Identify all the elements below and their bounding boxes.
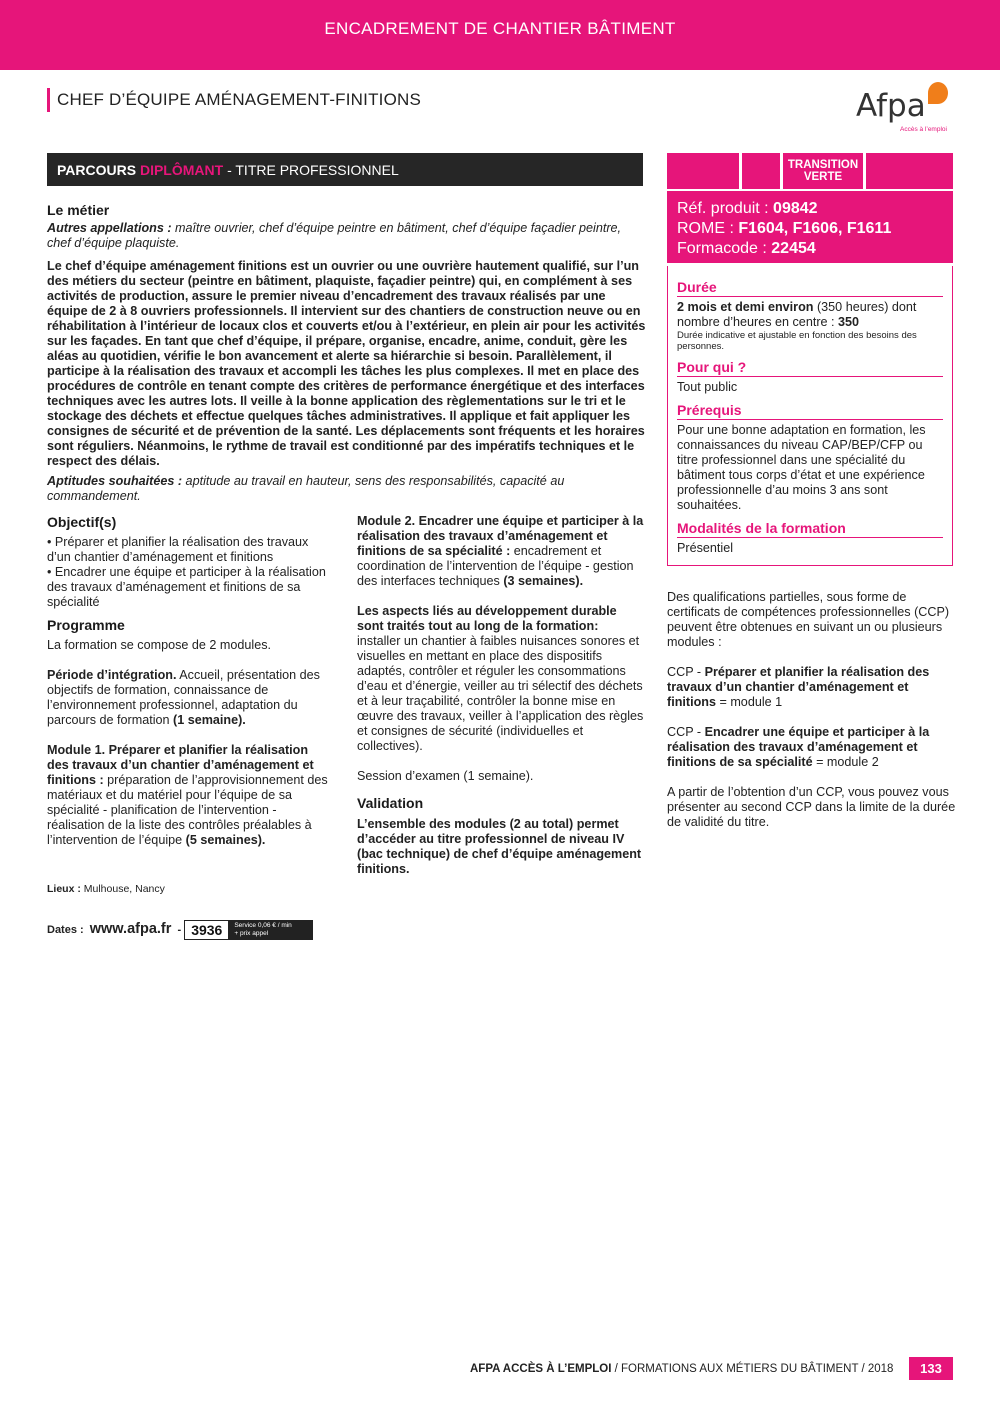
duree-note: Durée indicative et ajustable en fonction des besoins des personnes. [677,330,917,352]
parcours-label: PARCOURS [57,162,137,178]
objectifs-heading: Objectif(s) [47,514,117,530]
integration-duration: (1 semaine). [173,713,246,727]
duree-centre: 350 [838,315,860,329]
transition-label: TRANSITION [787,159,859,171]
logo-wordmark: Afpa [856,88,926,124]
lieux-label: Lieux : [47,883,81,895]
aptitudes [47,474,647,504]
website-link[interactable]: www.afpa.fr [89,921,172,937]
dd-label: Les aspects liés au développement durable sont traités tout au long de la formation: [357,604,617,633]
parcours-rest: - TITRE PROFESSIONNEL [223,162,399,178]
metier-description: Le chef d’équipe aménagement finitions est un ouvrier ou une ouvrière hautement qualifié, sur l’un des métiers du secteur (peintre en bâtiment, plaquiste, façadier peintre) qui, en complément à ses activités de production, assure le premier niveau d’encadrement des travaux réalisés par une équipe de 2 à 8 ouvriers professionnels. Il intervient sur des chantiers de construction neuve ou en réhabilitation à l’intérieur de locaux clos et couverts et/ou à l’extérieur, en plein air pour les activités sur les façades. En tant que chef d’équipe, il prépare, organise, encadre, anime, conduit, gère les aléas au quotidien, vérifie le bon avancement et alerte sa hiérarchie si besoin. Parallèlement, il participe à la réalisation des travaux et accompli les tâches les plus complexes. Il met en place des procédures de contrôle en tenant compte des critères de performance énergétique et des interfaces techniques avec les autres lots. Il veille à la bonne application des règlementations sur le tri et le stockage des déchets et effectue quelques tâches administratives. Il applique et fait appliquer les consignes de sécurité et de prévention de la santé. Les déplacements sont fréquents et les horaires sont réguliers. Néanmoins, le rythme de travail est conditionné par des impératifs techniques et le respect des délais. [47,259,646,468]
pink-block-2 [742,153,780,189]
module2-label: Module 2. Encadrer une équipe et participer à la réalisation des travaux d’aménagement et finitions de sa spécialité : [357,514,644,558]
aptitudes-text: aptitude au travail en hauteur, sens des responsabilités, capacité au commandement. [47,474,565,503]
pourqui-value: Tout public [677,380,738,394]
module1-text: préparation de l’approvisionnement des matériaux et du matériel pour l’équipe de sa spécialité - planification de l’intervention - réalisation de la liste des contrôles préalables à l’intervention de l’équipe [47,773,328,847]
validation-text: L’ensemble des modules (2 au total) permet d’accéder au titre professionnel de niveau IV (bac technique) de chef d’équipe aménagement finitions. [357,817,642,876]
dates-label: Dates : [47,924,84,936]
formacode [677,239,953,259]
ccp1 [667,665,957,710]
reference-box [667,191,953,263]
pourqui-heading: Pour qui ? [677,358,943,377]
footer-brand: AFPA ACCÈS À L’EMPLOI [470,1363,612,1375]
transition-verte-badge [783,153,863,189]
info-box [667,266,953,566]
ccp2-suffix: = module 2 [812,755,879,769]
ccp2-prefix: CCP - [667,725,705,739]
ccp1-title: Préparer et planifier la réalisation des travaux d’un chantier d’aménagement et finitions [667,665,930,709]
sidebar-header [667,153,953,189]
objectif-item-1: • Préparer et planifier la réalisation des travaux d’un chantier d’aménagement et finitions [47,535,309,564]
prerequis-heading: Prérequis [677,401,943,420]
middle-column [357,514,644,877]
appellations [47,221,647,251]
page-footer [470,1362,893,1376]
duree-bold: 2 mois et demi environ [677,300,814,314]
lieux-text: Mulhouse, Nancy [80,883,165,895]
programme-intro: La formation se compose de 2 modules. [47,638,272,652]
afpa-logo [852,78,957,136]
aptitudes-label: Aptitudes souhaitées : [47,474,183,488]
metier-heading: Le métier [47,202,110,218]
qualifications-section [667,590,957,830]
metier-section [47,201,647,504]
phone-number: 3936 [191,922,223,939]
formacode-label: Formacode : [677,240,772,257]
ccp1-prefix: CCP - [667,665,705,679]
duree-heading: Durée [677,278,943,297]
integration-paragraph [47,668,332,728]
qualifications-intro: Des qualifications partielles, sous forme de certificats de compétences professionnelles (CCP) peuvent être obtenues en suivant un ou plusieurs modules : [667,590,950,649]
module2-duration: (3 semaines). [503,574,584,588]
exam-session: Session d’examen (1 semaine). [357,769,534,783]
module1-duration: (5 semaines). [185,833,266,847]
verte-label: VERTE [803,171,843,183]
integration-label: Période d’intégration. [47,668,177,682]
service-line-2: + prix appel [234,930,269,938]
appellations-text: maître ouvrier, chef d’équipe peintre en bâtiment, chef d’équipe façadier peintre, chef d’équipe plaquiste. [47,221,622,250]
phone-badge [184,920,313,940]
validation-heading: Validation [357,795,424,811]
ccp2-title: Encadrer une équipe et participer à la réalisation des travaux d’aménagement et finitions de sa spécialité [667,725,930,769]
service-line-1: Service 0,06 € / min [234,922,292,930]
integration-text: Accueil, présentation des objectifs de formation, connaissance de l’environnement professionnel, adaptation du parcours de formation [47,668,320,727]
duree-text: (350 heures) dont nombre d’heures en centre : [677,300,917,329]
pink-block-3 [866,153,953,189]
service-tariff [228,921,312,939]
ref-value: 09842 [773,200,818,217]
objectif-item-2: • Encadrer une équipe et participer à la réalisation des travaux d’aménagement et finitions de sa spécialité [47,565,326,609]
parcours-type: DIPLÔMANT [139,162,224,178]
pink-block-1 [667,153,739,189]
parcours-bar [47,153,643,186]
ref-produit [677,199,953,219]
module1-paragraph [47,743,332,848]
section-banner [0,0,1000,70]
footer-text: / FORMATIONS AUX MÉTIERS DU BÂTIMENT / 2018 [611,1363,894,1375]
appellations-label: Autres appellations : [47,221,172,235]
ccp1-suffix: = module 1 [715,695,783,709]
rome-value: F1604, F1606, F1611 [738,220,892,237]
developpement-durable [357,604,644,754]
logo-tagline: Accès à l’emploi [900,126,947,133]
prerequis-value: Pour une bonne adaptation en formation, les connaissances du niveau CAP/BEP/CFP ou titre professionnel dans une spécialité du bâtiment tous corps d’état et une expérience professionnelle d’au moins 3 ans sont souhaitées. [677,423,926,512]
dates-dash: - [177,924,182,936]
programme-heading: Programme [47,617,125,633]
logo-dot-icon [928,82,948,104]
module2-paragraph [357,514,644,589]
module1-label: Module 1. Préparer et planifier la réalisation des travaux d’un chantier d’aménagement et finitions : [47,743,314,787]
module2-text: encadrement et coordination de l’intervention de l’équipe - gestion des interfaces techniques [357,544,634,588]
rome-label: ROME : [677,220,739,237]
ref-label: Réf. produit : [677,200,774,217]
qualifications-outro: A partir de l’obtention d’un CCP, vous pouvez vous présenter au second CCP dans la limite de la durée de validité du titre. [667,785,956,829]
rome-codes [677,219,953,239]
left-column [47,513,332,848]
page-title: CHEF D’ÉQUIPE AMÉNAGEMENT-FINITIONS [57,90,422,109]
formacode-value: 22454 [771,240,816,257]
page-title-block [47,88,421,112]
page-number: 133 [909,1357,953,1380]
section-title: ENCADREMENT DE CHANTIER BÂTIMENT [324,19,676,38]
duree-value [677,300,943,352]
ccp2 [667,725,957,770]
dates-line [47,919,313,940]
modalites-heading: Modalités de la formation [677,519,943,538]
modalites-value: Présentiel [677,541,734,555]
dd-text: installer un chantier à faibles nuisances sonores et visuelles en mettant en place des dispositifs adaptés, contrôler et réguler les consommations d’eau et d’énergie, veiller au tri sélectif des déchets et à leur traçabilité, contrôler la bonne mise en œuvre des travaux, veiller à l’application des règles et consignes de sécurité (individuelles et collectives). [357,634,644,753]
lieux [47,882,165,897]
